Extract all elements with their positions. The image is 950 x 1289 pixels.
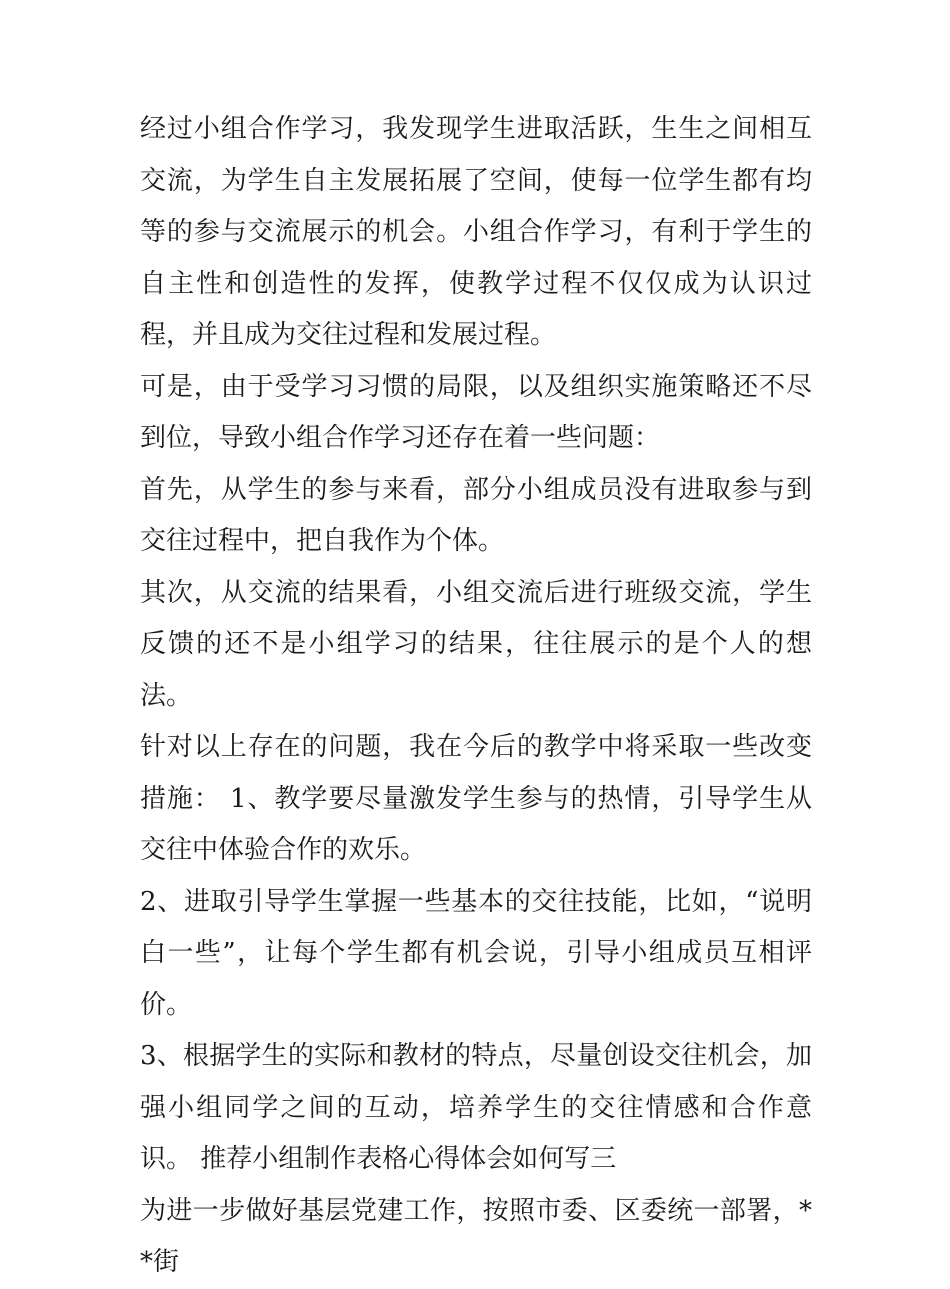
paragraph-6: 2、进取引导学生掌握一些基本的交往技能，比如，“说明白一些”，让每个学生都有机会说，引导小组成员互相评价。 — [140, 886, 812, 1020]
paragraph-7: 3、根据学生的实际和教材的特点，尽量创设交往机会，加强小组同学之间的互动，培养学生的交往情感和合作意识。 推荐小组制作表格心得体会如何写三 — [140, 1041, 812, 1174]
paragraph-5: 针对以上存在的问题，我在今后的教学中将采取一些改变措施： 1、教学要尽量激发学生参与的热情，引导学生从交往中体验合作的欢乐。 — [140, 732, 812, 865]
document-body — [140, 104, 812, 1289]
paragraph-2: 可是，由于受学习习惯的局限，以及组织实施策略还不尽到位，导致小组合作学习还存在着一些问题： — [140, 371, 812, 453]
paragraph-3: 首先，从学生的参与来看，部分小组成员没有进取参与到交往过程中，把自我作为个体。 — [140, 474, 812, 556]
paragraph-1: 经过小组合作学习，我发现学生进取活跃，生生之间相互交流，为学生自主发展拓展了空间，使每一位学生都有均等的参与交流展示的机会。小组合作学习，有利于学生的自主性和创造性的发挥，使教学过程不仅仅成为认识过程，并且成为交往过程和发展过程。 — [140, 114, 812, 350]
paragraph-8: 为进一步做好基层党建工作，按照市委、区委统一部署，**街 — [140, 1195, 812, 1277]
paragraph-4: 其次，从交流的结果看，小组交流后进行班级交流，学生反馈的还不是小组学习的结果，往往展示的是个人的想法。 — [140, 577, 812, 711]
